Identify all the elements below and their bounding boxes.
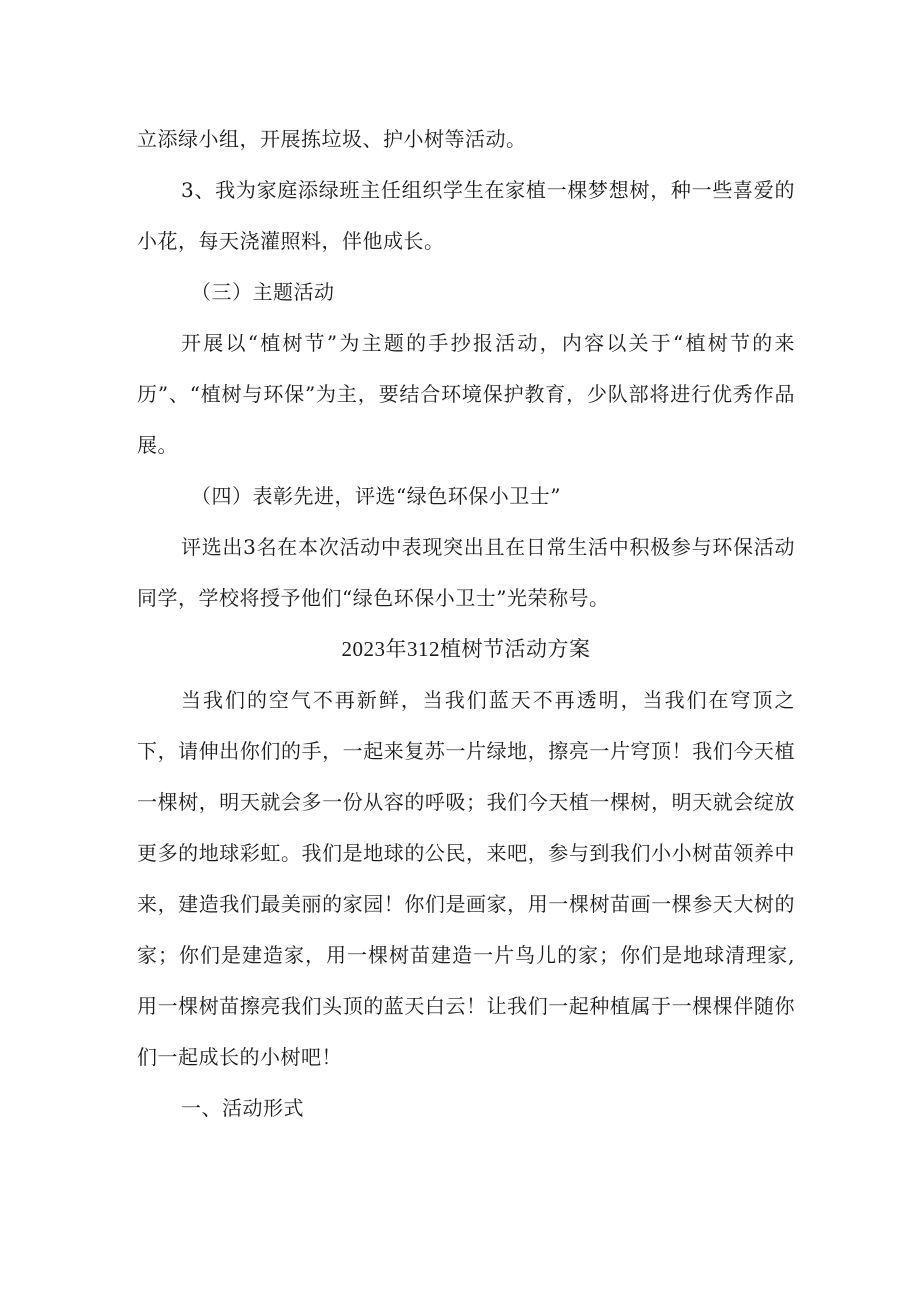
- paragraph-handwritten-newspaper: 开展以“植树节”为主题的手抄报活动，内容以关于“植树节的来历”、“植树与环保”为主，要结合环境保护教育，少队部将进行优秀作品展。: [137, 331, 795, 457]
- section-heading-theme-activity: （三）主题活动: [191, 280, 335, 304]
- document-title: 2023年312植树节活动方案: [341, 637, 591, 661]
- paragraph-selection: 评选出3名在本次活动中表现突出且在日常生活中积极参与环保活动同学，学校将授予他们“绿色环保小卫士”光荣称号。: [137, 535, 795, 610]
- section-heading-commendation: （四）表彰先进，评选“绿色环保小卫士”: [191, 484, 561, 508]
- paragraph-continuation: 立添绿小组，开展拣垃圾、护小树等活动。: [137, 127, 527, 151]
- paragraph-introduction: 当我们的空气不再新鲜，当我们蓝天不再透明，当我们在穹顶之下，请伸出你们的手，一起来复苏一片绿地，擦亮一片穹顶！我们今天植一棵树，明天就会多一份从容的呼吸；我们今天植一棵树，明天就会绽放更多的地球彩虹。我们是地球的公民，来吧，参与到我们小小树苗领养中来，建造我们最美丽的家园！你们是画家，用一棵树苗画一棵参天大树的家；你们是建造家，用一棵树苗建造一片鸟儿的家；你们是地球清理家,用一棵树苗擦亮我们头顶的蓝天白云！让我们一起种植属于一棵棵伴随你们一起成长的小树吧！: [137, 688, 795, 1069]
- paragraph-family-greening: 3、我为家庭添绿班主任组织学生在家植一棵梦想树，种一些喜爱的小花，每天浇灌照料，伴他成长。: [137, 178, 795, 253]
- section-heading-activity-form: 一、活动形式: [181, 1096, 304, 1120]
